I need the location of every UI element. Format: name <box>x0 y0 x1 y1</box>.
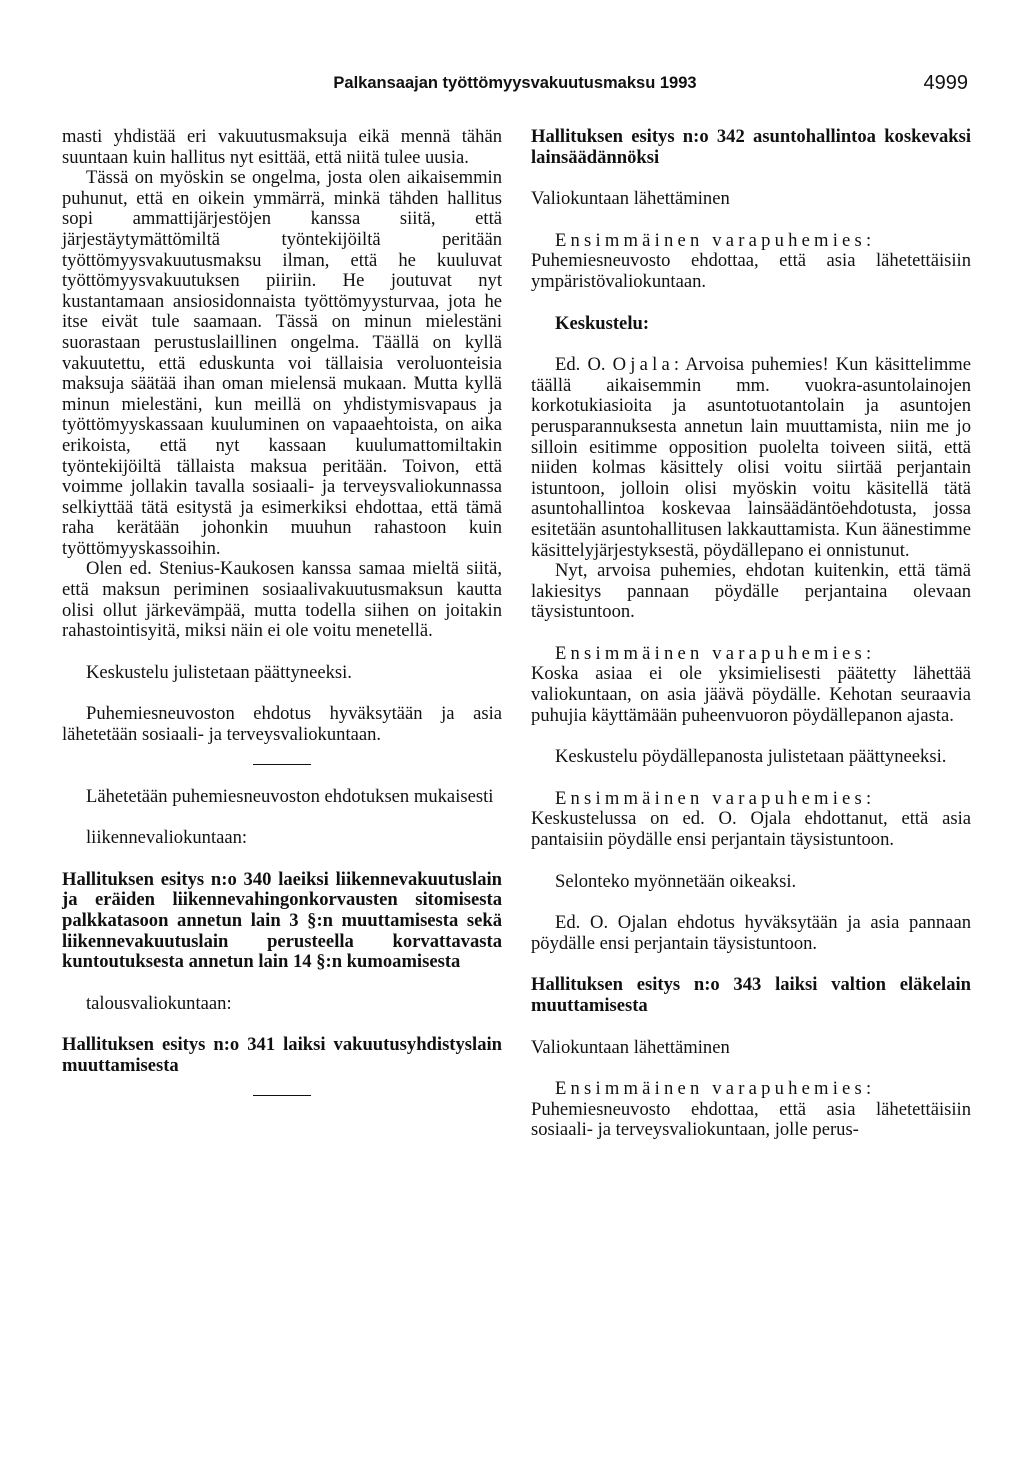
speech-paragraph <box>531 355 971 561</box>
speaker-name: Ensimmäinen varapuhemies: <box>555 642 876 664</box>
page-number: 4999 <box>923 72 968 94</box>
speaker-title: Ed. O. <box>555 354 606 376</box>
paragraph: liikennevaliokuntaan: <box>86 827 248 849</box>
paragraph: Tässä on myöskin se ongelma, josta olen aikaisemmin puhunut, että en oikein ymmärrä, minkä tähden hallitus sopi ammattijärjestöjen kanssa siitä, että järjestäytymättömiltä työntekijöiltä peritään työttömyysvakuutusmaksu ilman, että he kuuluvat työttömyysvakuutuksen piiriin. He joutuvat nyt kustantamaan ansiosidonnaista työttömyysturvaa, jota he itse eivät tule saamaan. Tässä on minun mielestäni suorastaan perustuslaillinen ongelma. Täällä on kyllä vakuutettu, että eduskunta voi tällaisia veroluonteisia maksuja säätää ihan oman mielensä mukaan. Mutta kyllä minun mielestäni, kun meillä on yhdistymisvapaus ja työttömyyskassaan kuuluminen on vapaaehtoista, on aika erikoista, että nyt kassaan kuulumattomiltakin työntekijöiltä tällaista maksua peritään. Toivon, että voimme jollakin tavalla sosiaali- ja terveysvaliokunnassa selkiyttää tätä esitystä ja esimerkiksi ehdottaa, että tämä raha kerätään johonkin muuhun rahastoon kuin työttömyyskassoihin. <box>62 167 502 559</box>
speaker-name: Ensimmäinen varapuhemies: <box>555 1078 876 1100</box>
section-heading: Keskustelu: <box>555 312 650 334</box>
paragraph: Puhemiesneuvosto ehdottaa, että asia lähetettäisiin sosiaali- ja terveysvaliokuntaan, jolle perus- <box>531 1098 971 1141</box>
section-divider <box>253 764 311 765</box>
paragraph: Lähetetään puhemiesneuvoston ehdotuksen mukaisesti <box>86 785 494 807</box>
running-title: Palkansaajan työttömyysvakuutusmaksu 1993 <box>333 74 697 92</box>
left-column <box>62 127 502 1118</box>
paragraph: Keskustelussa on ed. O. Ojala ehdottanut, että asia pantaisiin pöydälle ensi perjantain täysistuntoon. <box>531 808 971 851</box>
paragraph: Keskustelu julistetaan päättyneeksi. <box>86 661 352 683</box>
paragraph: Koska asiaa ei ole yksimielisesti päätetty lähettää valiokuntaan, on asia jäävä pöydälle. Kehotan seuraavia puhujia käyttämään puheenvuoron pöydällepanon ajasta. <box>531 663 971 726</box>
paragraph: Olen ed. Stenius-Kaukosen kanssa samaa mieltä siitä, että maksun periminen sosiaalivakuutusmaksun kautta olisi ollut järkevämpää, mutta todella siihen on joitakin rahastointisyitä, miksi näin ei ole voitu menetellä. <box>62 558 502 642</box>
speaker-name: Ensimmäinen varapuhemies: <box>555 229 876 251</box>
speaker-name: Ojala <box>612 354 674 376</box>
bill-heading: Hallituksen esitys n:o 343 laiksi valtion eläkelain muuttamisesta <box>531 974 971 1016</box>
paragraph: masti yhdistää eri vakuutusmaksuja eikä mennä tähän suuntaan kuin hallitus nyt esittää, että niitä tulee uusia. <box>62 126 502 168</box>
bill-heading: Hallituksen esitys n:o 342 asuntohallintoa koskevaksi lainsäädännöksi <box>531 126 971 168</box>
bill-heading: Hallituksen esitys n:o 341 laiksi vakuutusyhdistyslain muuttamisesta <box>62 1034 502 1076</box>
paragraph: Keskustelu pöydällepanosta julistetaan päättyneeksi. <box>555 746 947 768</box>
paragraph: Ed. O. Ojalan ehdotus hyväksytään ja asia pannaan pöydälle ensi perjantain täysistuntoon. <box>531 912 971 954</box>
paragraph: talousvaliokuntaan: <box>86 992 232 1014</box>
page-header <box>62 74 968 98</box>
paragraph: Puhemiesneuvosto ehdottaa, että asia lähetettäisiin ympäristövaliokuntaan. <box>531 250 971 292</box>
paragraph: Valiokuntaan lähettäminen <box>531 188 730 210</box>
paragraph: Nyt, arvoisa puhemies, ehdotan kuitenkin, että tämä lakiesitys pannaan pöydälle perjantaina olevaan täysistuntoon. <box>531 560 971 623</box>
right-column <box>531 127 971 1141</box>
paragraph: Valiokuntaan lähettäminen <box>531 1036 730 1058</box>
speech-text: : Arvoisa puhemies! Kun käsittelimme täällä aikaisemmin mm. vuokra-asuntolainojen korkotukiasioita ja asuntotuotantolain ja asuntojen perusparannuksesta annetun lain muuttamista, niin me jo silloin esitimme opposition puolelta toiveen siitä, että niiden kolmas käsittely olisi voitu siirtää perjantain istuntoon, jolloin olisi myöskin voitu käsitellä tätä asuntohallintoa koskevaa lainsäädäntöehdotusta, jossa esitetään asuntohallitusen lakkauttamista. Kun äänestimme käsittelyjärjestyksestä, pöydällepano ei onnistunut. <box>531 354 971 561</box>
paragraph: Puhemiesneuvoston ehdotus hyväksytään ja asia lähetetään sosiaali- ja terveysvaliokuntaan. <box>62 703 502 746</box>
section-divider <box>253 1095 311 1096</box>
bill-heading: Hallituksen esitys n:o 340 laeiksi liikennevakuutuslain ja eräiden liikennevahingonkorvausten sitomisesta palkkatasoon annetun lain 3 §:n muuttamisesta sekä liikennevakuutuslain perusteella korvattavasta kuntoutuksesta annetun lain 14 §:n kumoamisesta <box>62 868 502 973</box>
paragraph: Selonteko myönnetään oikeaksi. <box>555 870 797 892</box>
speaker-name: Ensimmäinen varapuhemies: <box>555 787 876 809</box>
